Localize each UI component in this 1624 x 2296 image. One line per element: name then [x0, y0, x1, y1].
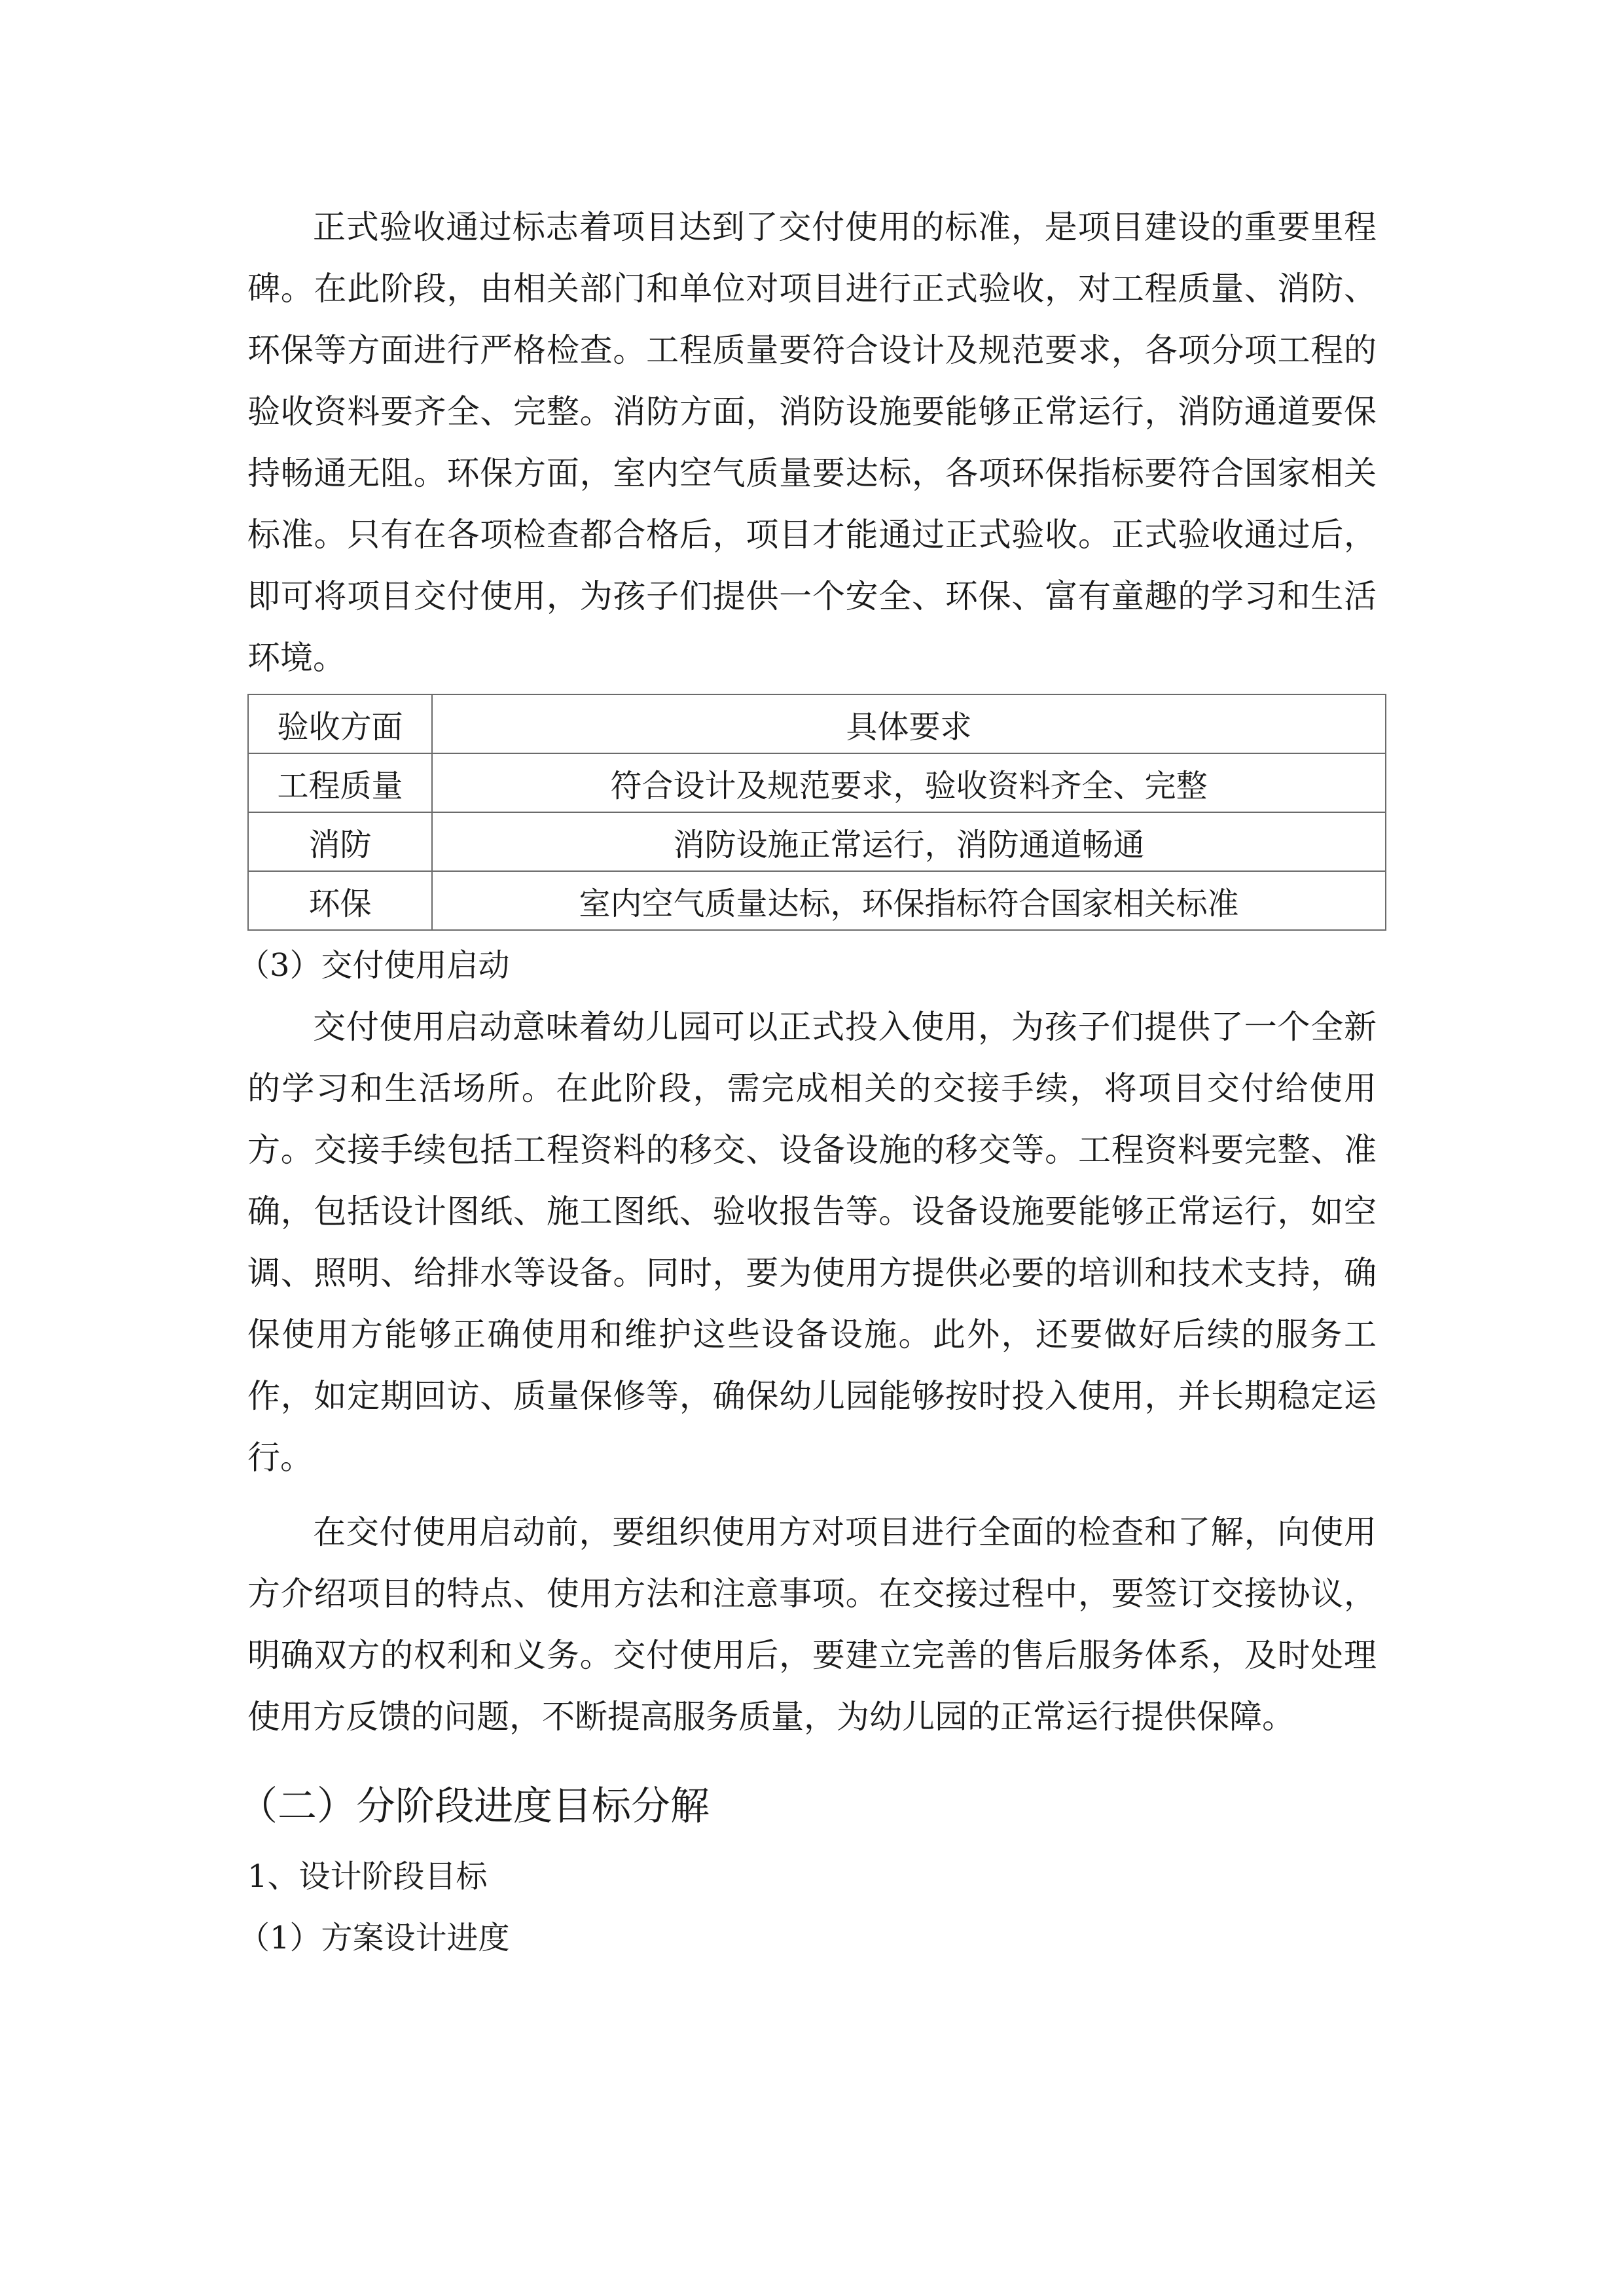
- paragraph-final-acceptance: 正式验收通过标志着项目达到了交付使用的标准，是项目建设的重要里程碑。在此阶段，由相关部门和单位对项目进行正式验收，对工程质量、消防、环保等方面进行严格检查。工程质量要符合设计及规范要求，各项分项工程的验收资料要齐全、完整。消防方面，消防设施要能够正常运行，消防通道要保持畅通无阻。环保方面，室内空气质量要达标，各项环保指标要符合国家相关标准。只有在各项检查都合格后，项目才能通过正式验收。正式验收通过后，即可将项目交付使用，为孩子们提供一个安全、环保、富有童趣的学习和生活环境。: [247, 208, 1377, 677]
- table-header-row: [248, 694, 1386, 753]
- paragraph-delivery-start: 交付使用启动意味着幼儿园可以正式投入使用，为孩子们提供了一个全新的学习和生活场所。在此阶段，需完成相关的交接手续，将项目交付给使用方。交接手续包括工程资料的移交、设备设施的移交等。工程资料要完整、准确，包括设计图纸、施工图纸、验收报告等。设备设施要能够正常运行，如空调、照明、给排水等设备。同时，要为使用方提供必要的培训和技术支持，确保使用方能够正确使用和维护这些设备设施。此外，还要做好后续的服务工作，如定期回访、质量保修等，确保幼儿园能够按时投入使用，并长期稳定运行。: [247, 1008, 1377, 1477]
- table-cell-requirement: 消防设施正常运行，消防通道畅通: [432, 812, 1386, 871]
- table-cell-aspect: 环保: [248, 871, 432, 930]
- table-cell-aspect: 消防: [248, 812, 432, 871]
- paragraph-spacer: [247, 1488, 1377, 1501]
- table-header-aspect: 验收方面: [248, 694, 432, 753]
- table-row: [248, 871, 1386, 930]
- table-cell-aspect: 工程质量: [248, 753, 432, 812]
- table-header-requirement: 具体要求: [432, 694, 1386, 753]
- paragraph-before-delivery: 在交付使用启动前，要组织使用方对项目进行全面的检查和了解，向使用方介绍项目的特点、使用方法和注意事项。在交接过程中，要签订交接协议，明确双方的权利和义务。交付使用后，要建立完善的售后服务体系，及时处理使用方反馈的问题，不断提高服务质量，为幼儿园的正常运行提供保障。: [247, 1513, 1377, 1736]
- table-row: [248, 812, 1386, 871]
- acceptance-requirements-table: [247, 694, 1386, 931]
- section-heading-phase-goals: （二）分阶段进度目标分解: [238, 1784, 710, 1829]
- document-page: [238, 196, 1377, 1969]
- item-subheading-scheme-design: （1）方案设计进度: [238, 1920, 510, 1956]
- table-cell-requirement: 符合设计及规范要求，验收资料齐全、完整: [432, 753, 1386, 812]
- table-row: [248, 753, 1386, 812]
- subheading-delivery-start: （3）交付使用启动: [238, 947, 510, 984]
- item-heading-design-phase: 1、设计阶段目标: [247, 1858, 488, 1895]
- table-cell-requirement: 室内空气质量达标，环保指标符合国家相关标准: [432, 871, 1386, 930]
